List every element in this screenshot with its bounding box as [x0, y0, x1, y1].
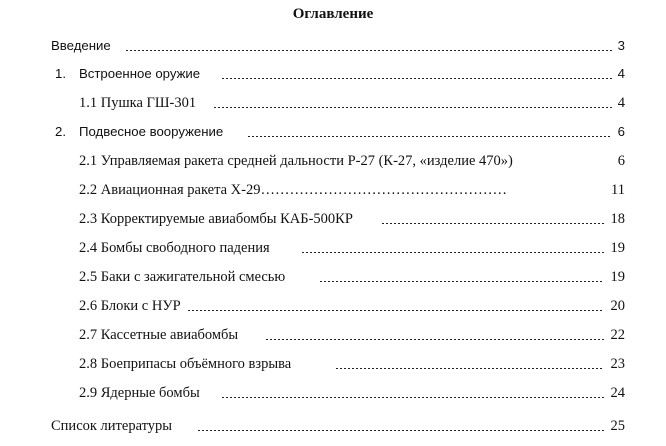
toc-leader-dots: [214, 107, 612, 108]
toc-entry-page: 3: [617, 38, 625, 53]
toc-entry-page: 24: [610, 385, 625, 401]
toc-leader-dots: [188, 310, 604, 311]
toc-entry[interactable]: [0, 122, 666, 142]
toc-title: Оглавление: [292, 6, 374, 22]
toc-entry-page: 19: [610, 240, 625, 256]
toc-leader-dots: [126, 50, 612, 51]
toc-entry-label: 2.2 Авиационная ракета Х-29……………………………………………: [79, 182, 507, 198]
toc-entry[interactable]: [0, 93, 666, 113]
toc-entry-number: 2.: [55, 124, 66, 139]
toc-entry-page: 4: [617, 66, 625, 81]
toc-entry[interactable]: [0, 64, 666, 84]
toc-entry-page: 25: [610, 418, 625, 434]
toc-entry-number: 1.: [55, 66, 66, 81]
toc-entry-page: 23: [610, 356, 625, 372]
toc-entry[interactable]: [0, 354, 666, 374]
toc-entry[interactable]: [0, 296, 666, 316]
toc-entry-label: 2.1 Управляемая ракета средней дальности Р-27 (К-27, «изделие 470»): [79, 153, 513, 169]
toc-entry[interactable]: [0, 383, 666, 403]
toc-entry-label: 2.6 Блоки с НУР: [79, 298, 181, 314]
toc-entry-page: 18: [610, 211, 625, 227]
toc-entry-label: 2.9 Ядерные бомбы: [79, 385, 200, 401]
toc-entry[interactable]: [0, 180, 666, 200]
toc-leader-dots: [248, 136, 612, 137]
toc-leader-dots: [302, 252, 604, 253]
toc-leader-dots: [198, 430, 604, 431]
toc-entry-label: 2.3 Корректируемые авиабомбы КАБ-500КР: [79, 211, 353, 227]
toc-entry-page: 6: [617, 153, 625, 169]
toc-entry-label: 1.1 Пушка ГШ-301: [79, 95, 197, 111]
toc-entry[interactable]: [0, 209, 666, 229]
toc-leader-dots: [382, 223, 604, 224]
toc-entry-label: Встроенное оружие: [79, 66, 201, 81]
toc-entry[interactable]: [0, 416, 666, 436]
toc-entry[interactable]: [0, 151, 666, 171]
toc-entry-label: Список литературы: [51, 418, 173, 434]
toc-entry[interactable]: [0, 267, 666, 287]
toc-entry[interactable]: [0, 325, 666, 345]
toc-entry-page: 22: [610, 327, 625, 343]
toc-entry-label: Введение: [51, 38, 111, 53]
toc-leader-dots: [336, 368, 604, 369]
toc-entry-page: 20: [610, 298, 625, 314]
toc-entry-label: 2.8 Боеприпасы объёмного взрыва: [79, 356, 292, 372]
toc-entry-label: 2.7 Кассетные авиабомбы: [79, 327, 239, 343]
toc-entry-label: 2.5 Баки с зажигательной смесью: [79, 269, 286, 285]
toc-entry-page: 6: [617, 124, 625, 139]
toc-leader-dots: [320, 281, 604, 282]
toc-entry-page: 4: [617, 95, 625, 111]
toc-entry[interactable]: [0, 238, 666, 258]
toc-leader-dots: [222, 78, 612, 79]
toc-entry-page: 19: [610, 269, 625, 285]
toc-leader-dots: [266, 339, 604, 340]
toc-leader-dots: [222, 397, 604, 398]
toc-entry-page: 11: [611, 182, 625, 198]
toc-entry[interactable]: [0, 36, 666, 56]
toc-entry-label: 2.4 Бомбы свободного падения: [79, 240, 270, 256]
toc-entry-label: Подвесное вооружение: [79, 124, 224, 139]
